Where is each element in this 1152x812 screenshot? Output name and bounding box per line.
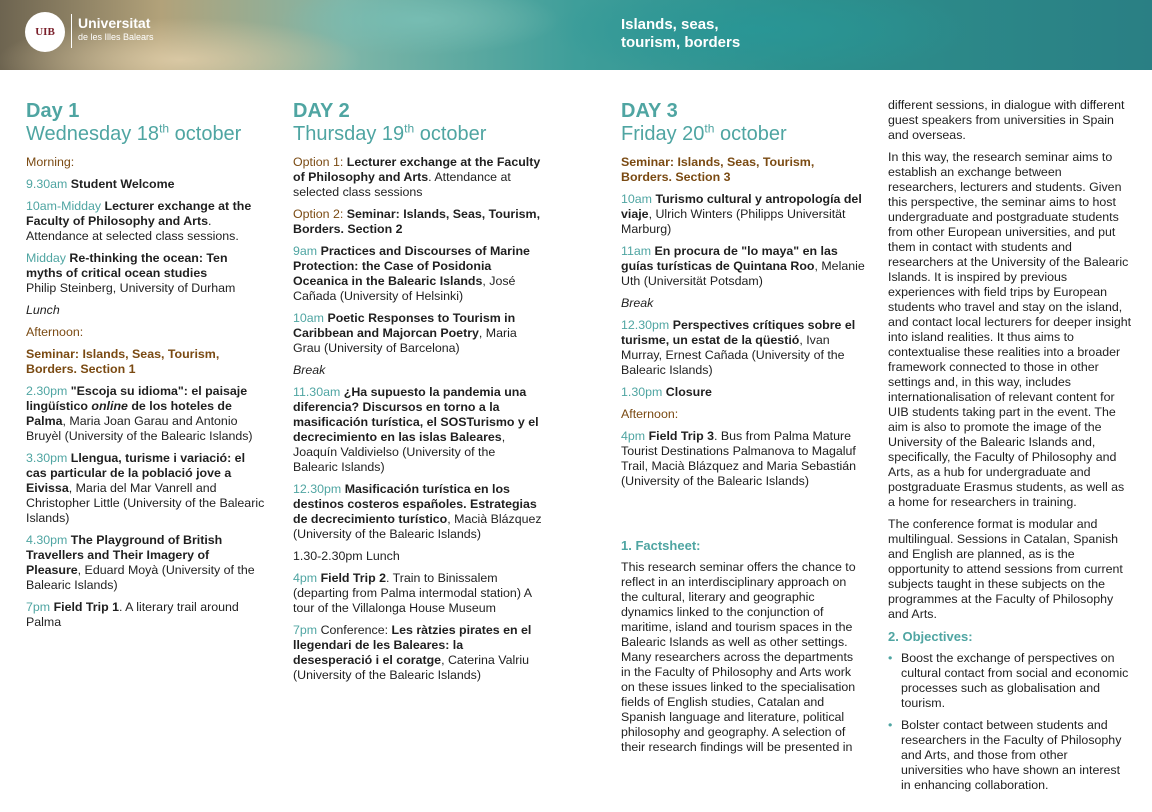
event-time: 4pm — [293, 571, 318, 585]
day1-column — [26, 100, 266, 637]
afternoon-label: Afternoon: — [26, 325, 84, 339]
event-time: 7pm — [26, 600, 51, 614]
event-time: 2.30pm — [26, 384, 68, 398]
seminar-heading: Seminar: Islands, Seas, Tourism, Borders. Section 1 — [26, 347, 220, 376]
program-item — [293, 311, 543, 356]
date-month: october — [714, 123, 787, 145]
seminar-heading: Seminar: Islands, Seas, Tourism, Borders. Section 3 — [621, 155, 815, 184]
option-label: Option 1: — [293, 155, 344, 169]
factsheet-heading: 1. Factsheet: — [621, 538, 701, 553]
event-desc: , Caterina Valriu (University of the Balearic Islands) — [293, 653, 529, 682]
event-time: Midday — [26, 251, 66, 265]
event-desc: , Eduard Moyà (University of the Balearic Islands) — [26, 563, 255, 592]
event-title: Student Welcome — [70, 177, 175, 191]
event-title: Poetic Responses to Tourism in Caribbean and Majorcan Poetry — [293, 311, 516, 340]
day3-heading: DAY 3 — [621, 100, 678, 122]
event-title: Llengua, turisme i variació: el cas particular de la població jove a Eivissa — [26, 451, 246, 495]
university-name: Universitat — [78, 15, 151, 31]
date-month: october — [169, 123, 242, 145]
event-title: Perspectives crítiques sobre el turisme, un estat de la qüestió — [621, 318, 856, 347]
objectives-heading: 2. Objectives: — [888, 629, 973, 644]
event-title: de los hoteles de Palma — [26, 399, 232, 428]
event-title: Field Trip 2 — [320, 571, 386, 585]
logo-text: UIB — [35, 26, 55, 38]
event-label: Conference: — [320, 623, 389, 637]
program-item — [621, 244, 866, 289]
event-time: 11am — [621, 244, 652, 258]
event-title: Seminar: Islands, Seas, Tourism, Borders. Section 2 — [293, 207, 541, 236]
program-item — [293, 571, 543, 616]
program-item — [26, 451, 266, 526]
date-month: october — [414, 123, 487, 145]
program-item — [621, 318, 866, 378]
event-desc: , Ivan Murray, Ernest Cañada (University of the Balearic Islands) — [621, 333, 845, 377]
program-item — [26, 600, 266, 630]
event-time: 7pm — [293, 623, 318, 637]
event-title: ¿Ha supuesto la pandemia una diferencia? Discursos en torno a la masificación turística, el SOSTurismo y el decrecimiento en las islas Baleares — [293, 385, 539, 444]
objectives-list — [888, 651, 1132, 793]
event-desc: . Attendance at selected class sessions. — [26, 214, 239, 243]
break-label: Break — [621, 296, 654, 310]
event-title: Les ràtzies pirates en el llegendari de les Baleares: la desesperació i el coratge — [293, 623, 532, 667]
event-time: 3.30pm — [26, 451, 68, 465]
afternoon-label: Afternoon: — [621, 407, 679, 421]
event-time: 10am-Midday — [26, 199, 102, 213]
date-text: Thursday 19 — [293, 123, 405, 145]
program-item — [293, 244, 543, 304]
event-desc: , Maria Joan Garau and Antonio Bruyèl (University of the Balearic Islands) — [26, 414, 253, 443]
day3-date — [621, 122, 866, 146]
option-item — [293, 207, 543, 237]
lunch-label: Lunch — [26, 303, 60, 317]
option-item — [293, 155, 543, 200]
event-time: 12.30pm — [621, 318, 670, 332]
event-time: 11.30am — [293, 385, 341, 399]
date-text: Wednesday 18 — [26, 123, 160, 145]
break-label: Break — [293, 363, 326, 377]
event-title: Field Trip 1 — [53, 600, 119, 614]
event-desc: , Ulrich Winters (Philipps Universität Marburg) — [621, 207, 846, 236]
program-item — [621, 429, 866, 489]
program-item — [293, 385, 543, 475]
program-item — [26, 177, 266, 192]
event-title: Closure — [665, 385, 712, 399]
university-logo — [25, 12, 65, 52]
brochure-title: Islands, seas, tourism, borders — [621, 16, 741, 51]
factsheet-continued: different sessions, in dialogue with different guest speakers from universities in Spain and overseas. — [888, 98, 1125, 142]
event-time: 10am — [621, 192, 652, 206]
event-desc: , Maria del Mar Vanrell and Christopher Little (University of the Balearic Islands) — [26, 481, 265, 525]
date-ordinal: th — [159, 121, 170, 136]
event-time: 12.30pm — [293, 482, 342, 496]
objective-item: • Boost the exchange of perspectives on cultural contact from social and economic processes such as globalisation and tourism. — [901, 651, 1132, 711]
date-ordinal: th — [704, 121, 715, 136]
event-desc: , Melanie Uth (Universität Potsdam) — [621, 259, 865, 288]
university-subtitle: de les Illes Balears — [78, 32, 154, 42]
info-column — [888, 98, 1132, 800]
event-desc: , Joaquín Valdivielso (University of the Balearic Islands) — [293, 430, 506, 474]
event-desc: . A literary trail around Palma — [26, 600, 239, 629]
event-title: Re-thinking the ocean: Ten myths of critical ocean studies — [26, 251, 228, 280]
event-title-italic: online — [91, 399, 128, 413]
day2-date — [293, 122, 543, 146]
event-title: Lecturer exchange at the Faculty of Philosophy and Arts — [26, 199, 252, 228]
option-label: Option 2: — [293, 207, 344, 221]
program-item — [26, 199, 266, 244]
day3-column — [621, 100, 866, 762]
event-title: "Escoja su idioma": el paisaje lingüístico — [26, 384, 248, 413]
day1-date — [26, 122, 266, 146]
logo-divider — [71, 14, 72, 48]
lunch-label: 1.30-2.30pm Lunch — [293, 549, 400, 563]
event-title: Masificación turística en los destinos costeros españoles. Estrategias de decrecimiento turístico — [293, 482, 537, 526]
event-title: Practices and Discourses of Marine Protection: the Case of Posidonia Oceanica in the Balearic Islands — [293, 244, 530, 288]
factsheet-text: This research seminar offers the chance to reflect in an interdisciplinary approach on the cultural, literary and geographic dynamics linked to the conjunction of maritime, island and tourism spaces in the Balearic Islands as well as other settings. Many researchers across the departments in the Faculty of Philosophy and Arts work on these issues linked to the specialisation fields of English studies, Catalan and Spanish language and literature, political philosophy and geography. A selection of their research findings will be presented in — [621, 560, 856, 754]
date-text: Friday 20 — [621, 123, 705, 145]
spacer — [621, 496, 866, 538]
date-ordinal: th — [404, 121, 415, 136]
event-time: 9am — [293, 244, 318, 258]
event-desc: . Attendance at selected class sessions — [293, 170, 511, 199]
program-item — [26, 533, 266, 593]
event-title: Turismo cultural y antropología del viaje — [621, 192, 862, 221]
day2-column — [293, 100, 543, 690]
event-title: The Playground of British Travellers and Their Imagery of Pleasure — [26, 533, 223, 577]
program-item — [621, 192, 866, 237]
event-time: 9.30am — [26, 177, 68, 191]
event-title: Field Trip 3 — [648, 429, 714, 443]
program-item — [26, 251, 266, 296]
factsheet-paragraph: In this way, the research seminar aims to establish an exchange between researchers, lecturers and students. Given this perspective, the seminar aims to host undergraduate and postgraduate students from other European universities, and put them in contact with students and researchers at the University of the Balearic Islands. It is inspired by previous experiences with field trips by European students who travel and stay on the island, and contact local lecturers for deeper insight into island realities. It thus aims to contextualise these realities into a broader framework connected to those in other settings and, in this way, includes internationalisation of relevant content for UIB students taking part in the event. The aim is also to promote the image of the University of the Balearic Islands and, specifically, the Faculty of Philosophy and Arts, as a hub for undergraduate and postgraduate Erasmus students, as well as a home for researchers in training. — [888, 150, 1132, 509]
event-title: Lecturer exchange at the Faculty of Philosophy and Arts — [293, 155, 541, 184]
event-time: 4pm — [621, 429, 646, 443]
header-banner — [0, 0, 1152, 70]
program-item — [621, 385, 866, 400]
program-item — [293, 482, 543, 542]
event-desc: , Maria Grau (University of Barcelona) — [293, 326, 517, 355]
event-time: 1.30pm — [621, 385, 663, 399]
morning-label: Morning: — [26, 155, 75, 169]
event-desc: , Macià Blázquez (University of the Balearic Islands) — [293, 512, 542, 541]
factsheet-paragraph: The conference format is modular and multilingual. Sessions in Catalan, Spanish and English are planned, as is the opportunity to attend sessions from current subjects taught in these subjects on the programmes at the Faculty of Philosophy and Arts. — [888, 517, 1123, 621]
event-desc: . Train to Binissalem (departing from Palma intermodal station) A tour of the Villalonga House Museum — [293, 571, 532, 615]
program-item — [293, 623, 543, 683]
event-desc: , José Cañada (University of Helsinki) — [293, 274, 516, 303]
event-desc: . Bus from Palma Mature Tourist Destinations Palmanova to Magaluf Trail, Macià Blázquez and Maria Sebastián (University of the Balearic Islands) — [621, 429, 857, 488]
day2-heading: DAY 2 — [293, 100, 350, 122]
day1-heading: Day 1 — [26, 100, 80, 122]
event-time: 4.30pm — [26, 533, 68, 547]
objective-item: • Bolster contact between students and researchers in the Faculty of Philosophy and Arts, and those from other universities who have shown an interest in enhancing collaboration. — [901, 718, 1132, 793]
event-title: En procura de "lo maya" en las guías turísticas de Quintana Roo — [621, 244, 838, 273]
program-item — [26, 384, 266, 444]
event-desc: Philip Steinberg, University of Durham — [26, 281, 236, 295]
event-time: 10am — [293, 311, 324, 325]
